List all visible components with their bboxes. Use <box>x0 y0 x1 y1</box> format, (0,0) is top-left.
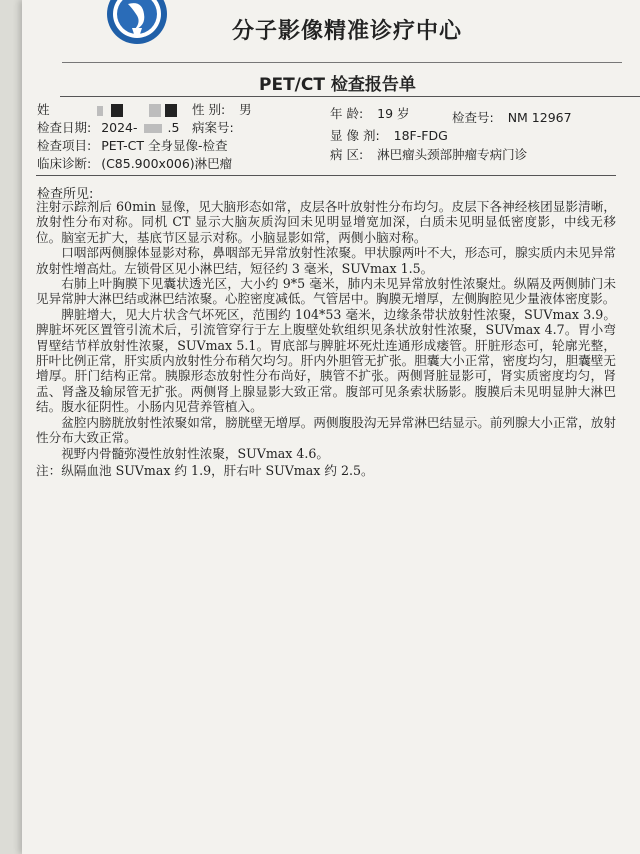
name-redaction <box>111 104 123 117</box>
age-field <box>330 104 410 122</box>
hospital-logo <box>106 0 168 46</box>
exam-item-value: PET-CT 全身显像-检查 <box>101 138 228 153</box>
exam-no-field <box>452 108 572 126</box>
findings-paragraph-abdomen: 脾脏增大，见大片状含气坏死区，范围约 104*53 毫米，边缘条带状放射性浓聚，SUVmax 3.9。脾脏坏死区置管引流术后，引流管穿行于左上腹壁处软组织见条状放射性浓聚，SUVmax 4.7。胃小弯胃壁结节样放射性浓聚，SUVmax 5.1。胃底部与脾脏坏死灶连通形成瘘管。肝脏形态可，轮廓光整，肝叶比例正常，肝实质内放射性分布稍欠均匀。肝内外胆管无扩张。胆囊大小正常，密度均匀，胆囊壁无增厚。肝门结构正常。胰腺形态放射性分布尚好，胰管不扩张。两侧肾脏显影可，肾实质密度均匀，肾盂、肾盏及输尿管无扩张。两侧肾上腺显影大致正常。腹部可见条索状肠影。腹膜后未见明显肿大淋巴结。腹水征阴性。小肠内见营养管植入。 <box>36 306 616 415</box>
exam-date-suffix: .5 <box>167 120 180 135</box>
exam-date-label: 检查日期: <box>37 120 92 135</box>
exam-date-prefix: 2024- <box>101 120 138 135</box>
date-redaction <box>144 124 162 133</box>
agent-label: 显 像 剂: <box>330 128 380 143</box>
info-divider <box>36 175 616 176</box>
org-name: 分子影像精准诊疗中心 <box>232 19 463 44</box>
title-divider <box>60 96 640 97</box>
exam-no-value: NM 12967 <box>507 110 572 125</box>
diagnosis-field <box>37 154 232 172</box>
agent-field <box>330 126 448 144</box>
findings-paragraph-neck: 口咽部两侧腺体显影对称，鼻咽部无异常放射性浓聚。甲状腺两叶不大，形态可，腺实质内未见异常放射性增高灶。左锁骨区见小淋巴结，短径约 3 毫米，SUVmax 1.5。 <box>36 245 616 276</box>
gender-label: 性 别: <box>192 102 226 117</box>
diagnosis-value: (C85.900x006)淋巴瘤 <box>101 156 233 171</box>
name-redaction <box>149 104 161 117</box>
findings-paragraph-bone: 视野内骨髓弥漫性放射性浓聚，SUVmax 4.6。 <box>61 445 330 461</box>
ward-label: 病 区: <box>330 147 364 162</box>
gender-value: 男 <box>239 102 252 117</box>
findings-body <box>36 199 616 478</box>
name-label: 姓 <box>37 102 50 117</box>
agent-value: 18F-FDG <box>393 128 448 143</box>
age-label: 年 龄: <box>330 106 364 121</box>
name-redaction <box>165 104 177 117</box>
diagnosis-label: 临床诊断: <box>37 156 92 171</box>
exam-no-label: 检查号: <box>452 110 494 125</box>
exam-date-field <box>37 118 179 136</box>
exam-item-label: 检查项目: <box>37 138 92 153</box>
findings-note: 注：纵隔血池 SUVmax 约 1.9，肝右叶 SUVmax 约 2.5。 <box>36 462 374 478</box>
report-paper <box>22 0 640 854</box>
record-no-field <box>192 118 234 136</box>
findings-title: 检查所见: <box>37 187 94 202</box>
ward-value: 淋巴瘤头颈部肿瘤专病门诊 <box>377 147 528 162</box>
header-divider <box>62 62 622 63</box>
findings-paragraph-chest: 右肺上叶胸膜下见囊状透光区，大小约 9*5 毫米，肺内未见异常放射性浓聚灶。纵隔及两侧肺门未见异常肿大淋巴结或淋巴结浓聚。心腔密度减低。气管居中。胸膜无增厚，左侧胸腔见少量液体密度影。 <box>36 276 616 307</box>
ward-field <box>330 145 527 163</box>
report-title: PET/CT 检查报告单 <box>259 75 416 95</box>
patient-name-field <box>37 100 177 118</box>
age-value: 19 岁 <box>377 106 410 121</box>
findings-paragraph-brain: 注射示踪剂后 60min 显像，见大脑形态如常，皮层各叶放射性分布均匀。皮层下各神经核团显影清晰，放射性分布对称。同机 CT 显示大脑灰质沟回未见明显增宽加深，白质未见明显低密度影，中线无移位。脑室无扩大，基底节区显示对称。小脑显影如常，两侧小脑对称。 <box>36 199 616 245</box>
exam-item-field <box>37 136 228 154</box>
gender-field <box>192 100 252 118</box>
record-no-label: 病案号: <box>192 120 234 135</box>
findings-paragraph-pelvis: 盆腔内膀胱放射性浓聚如常，膀胱壁无增厚。两侧腹股沟无异常淋巴结显示。前列腺大小正常，放射性分布大致正常。 <box>36 414 616 446</box>
name-redaction <box>97 106 103 116</box>
